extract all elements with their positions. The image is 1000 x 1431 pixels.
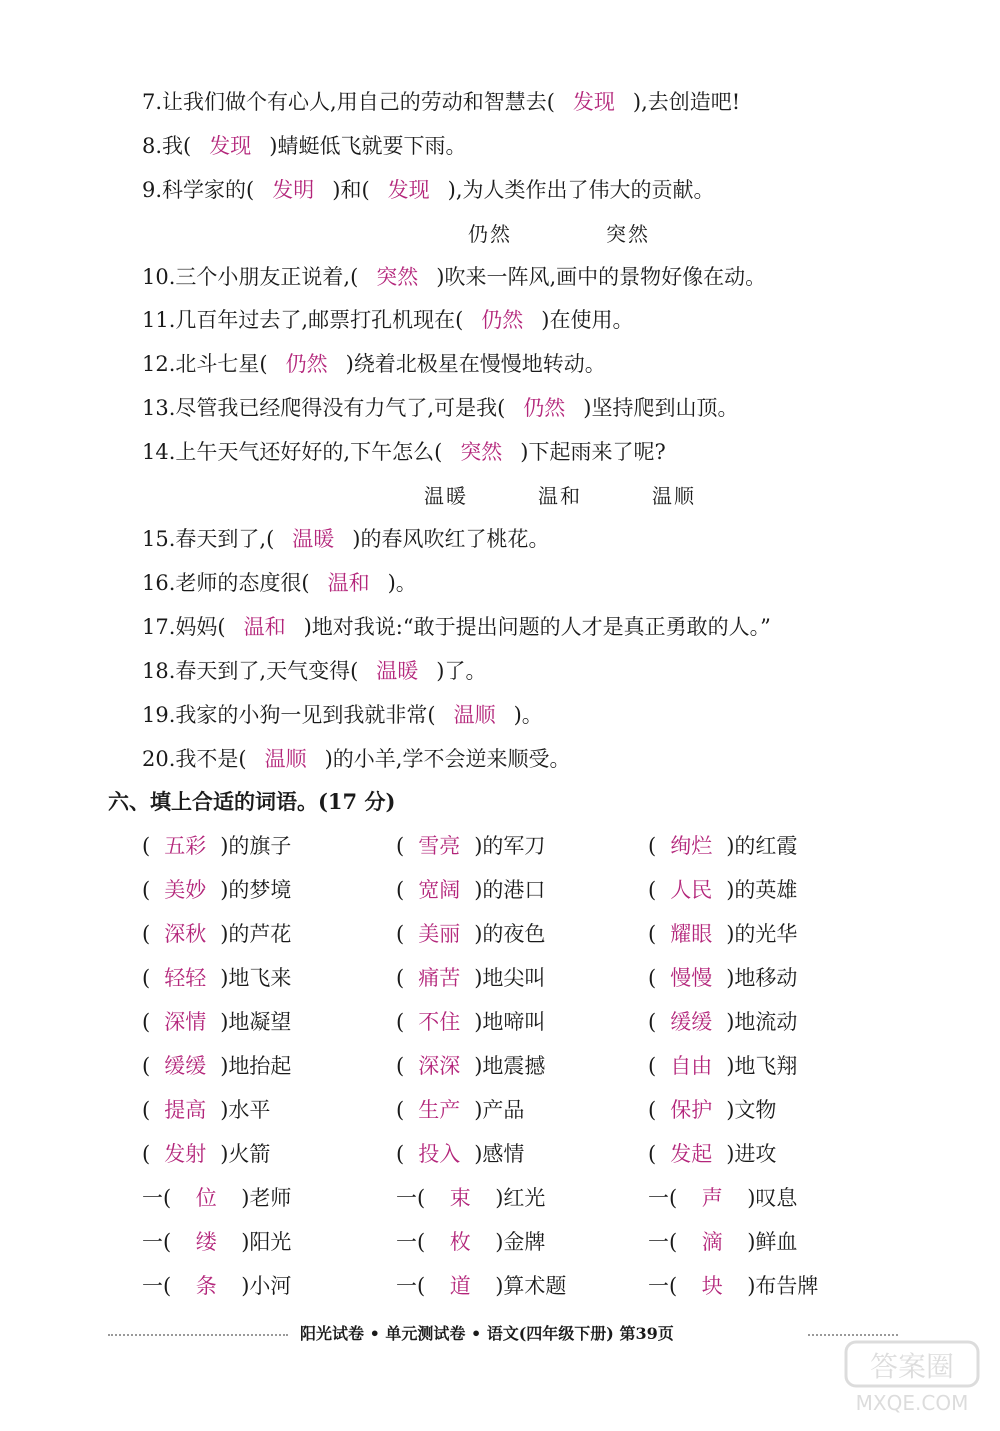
phrase-text: )老师 [241,1186,292,1210]
fill-item [142,1008,291,1036]
sentence-text: )在使用。 [541,308,634,332]
svg-text:答案圈: 答案圈 [869,1350,955,1383]
answer-text: 突然 [376,265,419,289]
fill-item [648,964,797,992]
phrase-text: )火箭 [220,1142,271,1166]
paren-open: ( [396,1054,405,1078]
sentence-number: 17. [142,615,176,639]
phrase-text: )地凝望 [220,1010,292,1034]
sentence-text: 春天到了,天气变得( [175,659,359,683]
word-bank-item: 温顺 [652,484,696,508]
sentence-number: 18. [142,659,176,683]
sentence-18 [142,657,486,685]
phrase-text: )地震撼 [474,1054,546,1078]
answer-text: 宽阔 [418,878,461,902]
paren-open: ( [396,878,405,902]
phrase-text: )水平 [220,1098,271,1122]
answer-text: 位 [195,1186,217,1210]
sentence-text: )了。 [436,659,487,683]
answer-text: 条 [195,1274,217,1298]
fill-item [648,876,797,904]
paren-open: ( [396,922,405,946]
sentence-17 [142,613,771,641]
paren-open: 一( [142,1274,172,1298]
sentence-20 [142,745,570,773]
sentence-13 [142,394,738,422]
phrase-text: )的光华 [726,922,798,946]
phrase-text: )地移动 [726,966,798,990]
sentence-text: )和( [332,178,370,202]
answer-text: 温顺 [453,703,496,727]
answer-text: 温和 [243,615,286,639]
sentence-number: 12. [142,352,176,376]
sentence-11 [142,306,633,334]
phrase-text: )的英雄 [726,878,798,902]
phrase-text: )感情 [474,1142,525,1166]
sentence-text: 我家的小狗一见到我就非常( [175,703,436,727]
answer-text: 温顺 [264,747,307,771]
answer-text: 发射 [164,1142,207,1166]
answer-text: 提高 [164,1098,207,1122]
phrase-text: )的旗子 [220,834,292,858]
paren-open: 一( [142,1186,172,1210]
fill-item [396,876,545,904]
fill-item [396,1184,545,1212]
phrase-text: )地飞来 [220,966,292,990]
word-bank-item: 仍然 [468,222,512,246]
paren-open: ( [142,834,151,858]
paren-open: ( [142,878,151,902]
svg-text:MXQE.COM: MXQE.COM [855,1391,969,1415]
sentence-text: )的春风吹红了桃花。 [352,527,550,551]
sentence-9 [142,176,715,204]
answer-text: 雪亮 [418,834,461,858]
answer-text: 不住 [418,1010,461,1034]
fill-item [648,1228,797,1256]
answer-text: 慢慢 [670,966,713,990]
fill-item [396,1272,566,1300]
fill-item [142,1140,270,1168]
fill-item [648,1272,818,1300]
answer-text: 轻轻 [164,966,207,990]
answer-text: 缓缓 [164,1054,207,1078]
fill-item [396,1008,545,1036]
phrase-text: )算术题 [495,1274,567,1298]
answer-text: 突然 [460,440,503,464]
answer-text: 发现 [572,90,615,114]
answer-text: 发现 [387,178,430,202]
sentence-text: 尽管我已经爬得没有力气了,可是我( [175,396,506,420]
sentence-number: 11. [142,308,176,332]
paren-open: ( [648,1010,657,1034]
sentence-text: 妈妈( [175,615,226,639]
answer-text: 仍然 [285,352,328,376]
answer-text: 保护 [670,1098,713,1122]
fill-item [396,1140,524,1168]
section-heading: 六、填上合适的词语。(17 分) [108,789,396,814]
sentence-text: )坚持爬到山顶。 [583,396,739,420]
answer-text: 缕 [195,1230,217,1254]
answer-text: 发现 [209,134,252,158]
sentence-text: 科学家的( [162,178,255,202]
sentence-number: 8. [142,134,163,158]
sentence-text: )蜻蜓低飞就要下雨。 [269,134,467,158]
answer-text: 仍然 [523,396,566,420]
answer-text: 道 [449,1274,471,1298]
answer-text: 自由 [670,1054,713,1078]
footer-text: 阳光试卷 • 单元测试卷 • 语文(四年级下册) 第39页 [300,1324,674,1343]
sentence-number: 19. [142,703,176,727]
fill-item [142,920,291,948]
answer-text: 深秋 [164,922,207,946]
sentence-text: )下起雨来了呢? [520,440,666,464]
answer-text: 美丽 [418,922,461,946]
sentence-text: )绕着北极星在慢慢地转动。 [345,352,606,376]
phrase-text: )的军刀 [474,834,546,858]
phrase-text: )地啼叫 [474,1010,546,1034]
fill-item [396,1228,545,1256]
sentence-16 [142,569,417,597]
sentence-text: 上午天气还好好的,下午怎么( [175,440,443,464]
phrase-text: )阳光 [241,1230,292,1254]
fill-item [142,1272,291,1300]
answer-text: 缓缓 [670,1010,713,1034]
answer-text: 绚烂 [670,834,713,858]
paren-open: 一( [648,1274,678,1298]
answer-text: 温暖 [376,659,419,683]
sentence-number: 16. [142,571,176,595]
phrase-text: )鲜血 [747,1230,798,1254]
fill-item [396,832,545,860]
phrase-text: )布告牌 [747,1274,819,1298]
sentence-text: ),为人类作出了伟大的贡献。 [447,178,715,202]
sentence-7 [142,88,740,116]
sentence-12 [142,350,606,378]
fill-item [396,1096,524,1124]
sentence-text: ),去创造吧! [632,90,741,114]
phrase-text: )的红霞 [726,834,798,858]
sentence-text: 三个小朋友正说着,( [175,265,359,289]
sentence-number: 14. [142,440,176,464]
footer-divider [108,1334,288,1336]
fill-item [396,920,545,948]
fill-item [648,1184,797,1212]
word-bank-item: 温暖 [424,484,468,508]
phrase-text: )地尖叫 [474,966,546,990]
sentence-text: )吹来一阵风,画中的景物好像在动。 [436,265,767,289]
phrase-text: )进攻 [726,1142,777,1166]
paren-open: 一( [396,1274,426,1298]
sentence-19 [142,701,543,729]
answer-text: 耀眼 [670,922,713,946]
fill-item [142,1096,270,1124]
sentence-number: 13. [142,396,176,420]
answer-text: 美妙 [164,878,207,902]
fill-item [648,832,797,860]
fill-item [142,1184,291,1212]
word-bank-item: 温和 [538,484,582,508]
fill-item [142,1228,291,1256]
sentence-text: 春天到了,( [175,527,275,551]
paren-open: ( [396,1098,405,1122]
sentence-number: 20. [142,747,176,771]
paren-open: 一( [396,1186,426,1210]
answer-text: 温暖 [292,527,335,551]
sentence-number: 10. [142,265,176,289]
fill-item [142,832,291,860]
phrase-text: )小河 [241,1274,292,1298]
paren-open: ( [648,1142,657,1166]
sentence-8 [142,132,466,160]
sentence-number: 9. [142,178,163,202]
answer-text: 投入 [418,1142,461,1166]
paren-open: 一( [648,1230,678,1254]
answer-text: 生产 [418,1098,461,1122]
phrase-text: )金牌 [495,1230,546,1254]
sentence-text: 我( [162,134,192,158]
phrase-text: )的港口 [474,878,546,902]
sentence-text: )。 [513,703,543,727]
fill-item [648,1052,797,1080]
answer-text: 人民 [670,878,713,902]
phrase-text: )产品 [474,1098,525,1122]
fill-item [396,1052,545,1080]
answer-text: 五彩 [164,834,207,858]
fill-item [396,964,545,992]
answer-text: 枚 [449,1230,471,1254]
paren-open: ( [648,878,657,902]
answer-text: 块 [701,1274,723,1298]
answer-text: 仍然 [481,308,524,332]
paren-open: ( [396,834,405,858]
paren-open: ( [142,966,151,990]
phrase-text: )地抬起 [220,1054,292,1078]
paren-open: ( [396,1010,405,1034]
sentence-text: 几百年过去了,邮票打孔机现在( [175,308,464,332]
paren-open: ( [142,1098,151,1122]
sentence-number: 15. [142,527,176,551]
phrase-text: )的夜色 [474,922,546,946]
fill-item [648,1140,776,1168]
word-bank-item: 突然 [606,222,650,246]
paren-open: 一( [396,1230,426,1254]
sentence-text: 老师的态度很( [175,571,310,595]
paren-open: ( [648,922,657,946]
watermark-logo-icon [842,1338,982,1418]
answer-text: 声 [701,1186,723,1210]
fill-item [648,1008,797,1036]
fill-item [648,1096,776,1124]
paren-open: ( [142,922,151,946]
word-bank-2 [424,482,696,510]
phrase-text: )叹息 [747,1186,798,1210]
paren-open: ( [142,1054,151,1078]
word-bank-1 [468,220,650,248]
paren-open: ( [142,1010,151,1034]
paren-open: ( [142,1142,151,1166]
paren-open: ( [396,1142,405,1166]
sentence-10 [142,263,766,291]
fill-item [648,920,797,948]
phrase-text: )文物 [726,1098,777,1122]
sentence-number: 7. [142,90,163,114]
fill-item [142,964,291,992]
answer-text: 滴 [701,1230,723,1254]
answer-text: 温和 [327,571,370,595]
paren-open: ( [648,834,657,858]
paren-open: ( [648,1098,657,1122]
answer-text: 束 [449,1186,471,1210]
answer-text: 发起 [670,1142,713,1166]
page-footer [108,1320,898,1350]
sentence-15 [142,525,549,553]
answer-text: 痛苦 [418,966,461,990]
sentence-text: 北斗七星( [175,352,268,376]
paren-open: ( [396,966,405,990]
sentence-14 [142,438,666,466]
paren-open: 一( [648,1186,678,1210]
phrase-text: )地飞翔 [726,1054,798,1078]
sentence-text: )地对我说:“敢于提出问题的人才是真正勇敢的人。” [303,615,771,639]
fill-item [142,1052,291,1080]
paren-open: ( [648,966,657,990]
sentence-text: )。 [387,571,417,595]
phrase-text: )地流动 [726,1010,798,1034]
phrase-text: )的梦境 [220,878,292,902]
phrase-text: )红光 [495,1186,546,1210]
answer-text: 深深 [418,1054,461,1078]
fill-item [142,876,291,904]
answer-text: 深情 [164,1010,207,1034]
paren-open: 一( [142,1230,172,1254]
sentence-text: 我不是( [175,747,247,771]
answer-text: 发明 [272,178,315,202]
footer-divider [808,1334,898,1336]
paren-open: ( [648,1054,657,1078]
phrase-text: )的芦花 [220,922,292,946]
sentence-text: 让我们做个有心人,用自己的劳动和智慧去( [162,90,555,114]
sentence-text: )的小羊,学不会逆来顺受。 [324,747,571,771]
